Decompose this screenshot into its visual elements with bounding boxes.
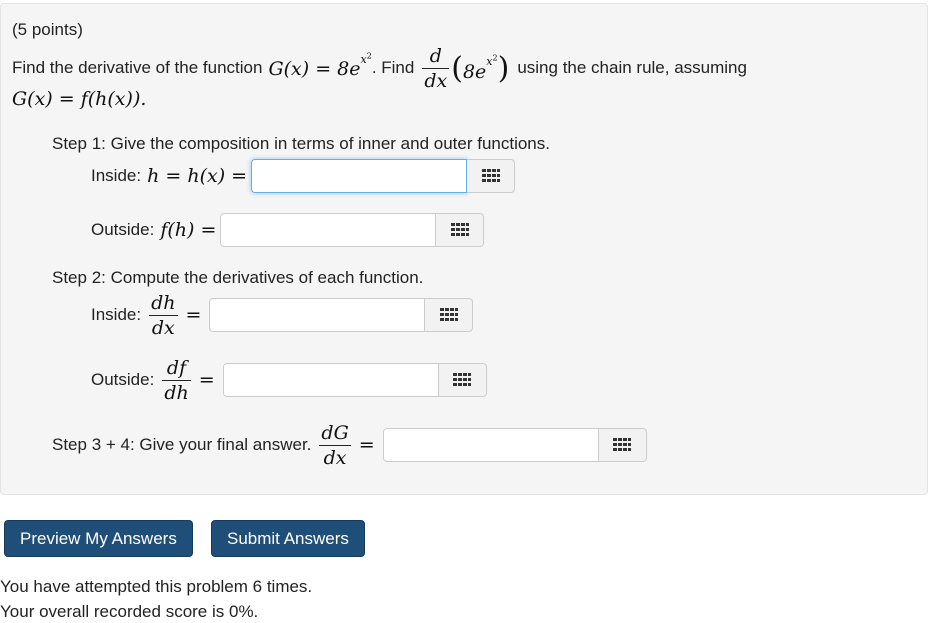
step2-outside-label: Outside: xyxy=(91,370,155,389)
step3-label: Step 3 + 4: Give your final answer. xyxy=(52,435,312,454)
equation-editor-button[interactable] xyxy=(436,213,484,247)
equation-editor-button[interactable] xyxy=(467,159,515,193)
equation-editor-button[interactable] xyxy=(425,298,473,332)
step1-outside-row xyxy=(91,200,484,260)
score-text: Your overall recorded score is 0%. xyxy=(0,602,259,621)
grid-icon xyxy=(453,373,471,387)
step1-heading: Step 1: Give the composition in terms of inner and outer functions. xyxy=(52,134,550,153)
step1-inside-row xyxy=(91,146,515,206)
function-formula: $G(x) = 8e^{x^2}$ xyxy=(268,51,372,80)
equation-editor-button[interactable] xyxy=(599,428,647,462)
equals-sign: = xyxy=(185,304,202,326)
step1-inside-label: Inside: xyxy=(91,166,142,185)
equals-sign: = xyxy=(358,434,375,456)
preview-answers-button[interactable]: Preview My Answers xyxy=(4,520,193,557)
intro-text: Find the derivative of the function xyxy=(12,58,263,77)
grid-icon xyxy=(451,223,469,237)
dh-dx-fraction: $\frac{dh}{dx}$ xyxy=(151,291,176,339)
step2-heading: Step 2: Compute the derivatives of each function. xyxy=(52,268,424,287)
grid-icon xyxy=(613,438,631,452)
df-dh-fraction: $\frac{df}{dh}$ xyxy=(164,356,189,404)
step3-row xyxy=(52,415,647,475)
points-label: (5 points) xyxy=(12,20,83,39)
chain-rule-text: using the chain rule, assuming xyxy=(517,58,747,77)
outside-derivative-input[interactable] xyxy=(223,363,439,397)
grid-icon xyxy=(482,169,500,183)
inner-expression: $(8e^{x^2})$ xyxy=(451,50,510,86)
step2-inside-row xyxy=(91,285,473,345)
step2-inside-label: Inside: xyxy=(91,305,142,324)
equals-sign: = xyxy=(198,369,215,391)
inside-derivative-input[interactable] xyxy=(209,298,425,332)
submit-answers-button[interactable]: Submit Answers xyxy=(211,520,365,557)
step1-outside-math: f(h) = xyxy=(160,219,217,241)
problem-panel xyxy=(0,3,928,495)
problem-statement xyxy=(12,42,747,94)
derivative-operator: $\frac{d}{dx}$ xyxy=(424,44,448,92)
step1-inside-math: h = h(x) = xyxy=(147,165,248,187)
equation-editor-button[interactable] xyxy=(439,363,487,397)
find-text: . Find xyxy=(371,58,415,77)
grid-icon xyxy=(440,308,458,322)
dG-dx-fraction: $\frac{dG}{dx}$ xyxy=(321,421,349,469)
assumption-formula: G(x) = f(h(x)). xyxy=(12,88,147,110)
outside-function-input[interactable] xyxy=(220,213,436,247)
inside-function-input[interactable] xyxy=(251,159,467,193)
step1-outside-label: Outside: xyxy=(91,220,155,239)
final-answer-input[interactable] xyxy=(383,428,599,462)
step2-outside-row xyxy=(91,350,487,410)
attempts-text: You have attempted this problem 6 times. xyxy=(0,577,313,596)
